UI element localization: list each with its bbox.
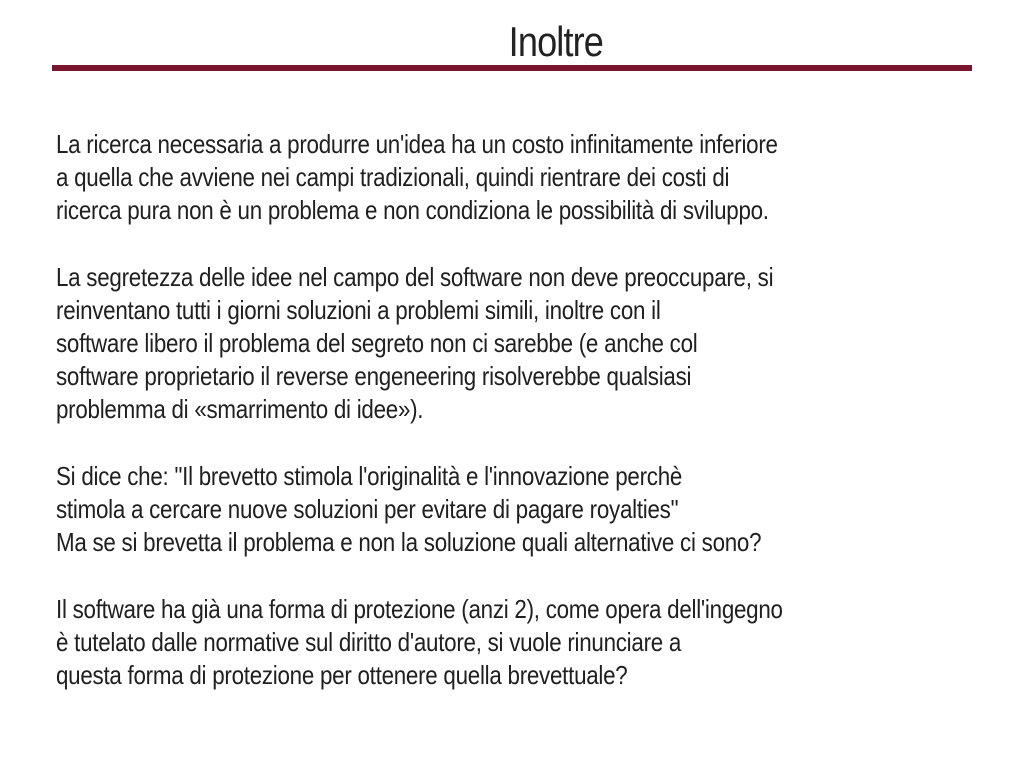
paragraph-secrecy	[56, 261, 956, 426]
paragraph-line: ricerca pura non è un problema e non condiziona le possibilità di sviluppo.	[56, 195, 769, 225]
paragraph-line: software proprietario il reverse engeneering risolverebbe qualsiasi	[56, 361, 692, 391]
paragraph-line: software libero il problema del segreto non ci sarebbe (e anche col	[56, 328, 698, 358]
paragraph-line: La segretezza delle idee nel campo del software non deve preoccupare, si	[56, 262, 774, 292]
paragraph-line: a quella che avviene nei campi tradizionali, quindi rientrare dei costi di	[56, 162, 730, 192]
paragraph-line: reinventano tutti i giorni soluzioni a problemi simili, inoltre con il	[56, 295, 661, 325]
slide-title: Inoltre	[508, 18, 604, 65]
paragraph-line: Il software ha già una forma di protezione (anzi 2), come opera dell'ingegno	[56, 594, 783, 624]
paragraph-copyright-protection	[56, 593, 956, 692]
paragraph-line: problemma di «smarrimento di idee»).	[56, 394, 424, 424]
paragraph-research-cost	[56, 128, 956, 227]
paragraph-line: è tutelato dalle normative sul diritto d'autore, si vuole rinunciare a	[56, 627, 682, 657]
paragraph-line: Ma se si brevetta il problema e non la soluzione quali alternative ci sono?	[56, 527, 762, 557]
paragraph-originality	[56, 460, 956, 559]
slide-body	[56, 128, 956, 726]
paragraph-line: questa forma di protezione per ottenere quella brevettuale?	[56, 660, 628, 690]
paragraph-line: stimola a cercare nuove soluzioni per evitare di pagare royalties"	[56, 494, 679, 524]
paragraph-line: Si dice che: "Il brevetto stimola l'originalità e l'innovazione perchè	[56, 461, 683, 491]
title-underline-rule	[52, 65, 972, 71]
paragraph-line: La ricerca necessaria a produrre un'idea ha un costo infinitamente inferiore	[56, 129, 778, 159]
